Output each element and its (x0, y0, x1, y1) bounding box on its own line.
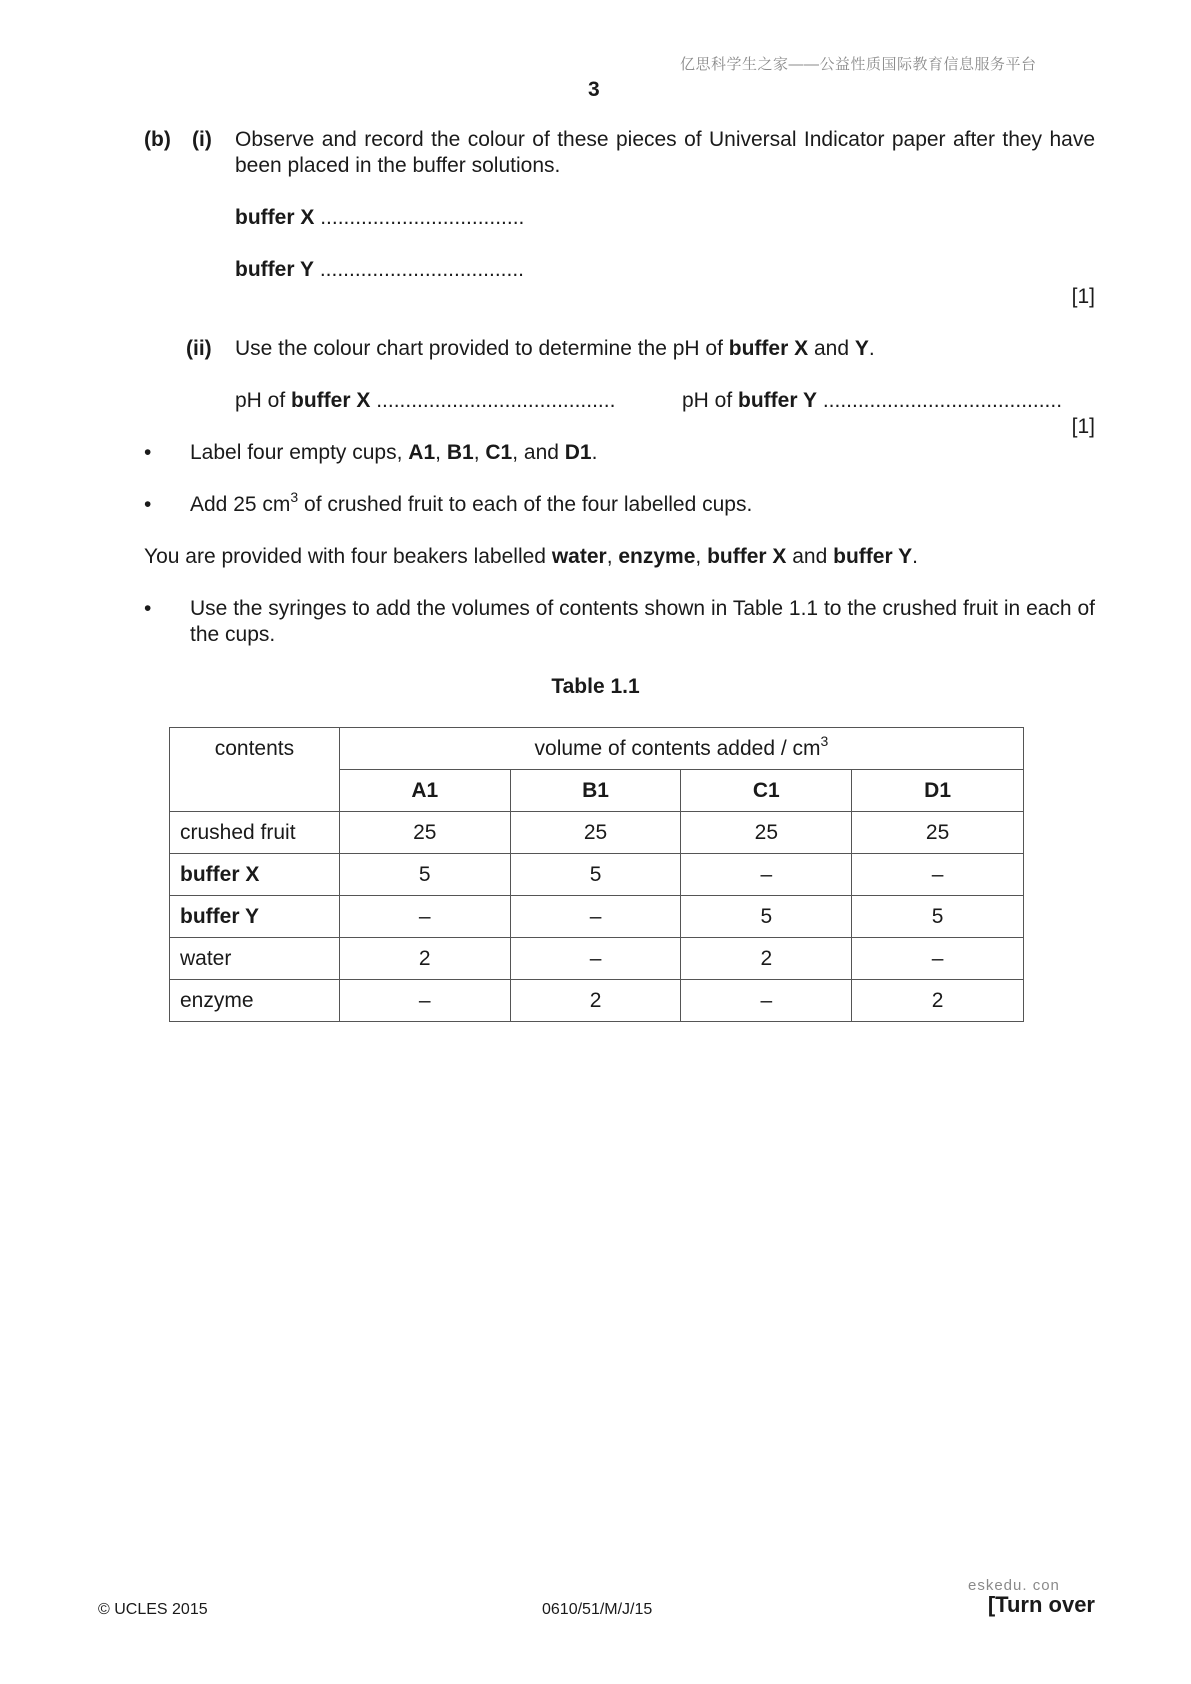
ph-y-line: ......................................... (822, 389, 1063, 412)
end: . (912, 545, 918, 568)
sep: , (435, 441, 447, 464)
part-ii-y: Y (854, 337, 869, 360)
beaker-buffer-x: buffer X (707, 545, 787, 568)
ph-x-line: ......................................... (376, 389, 616, 412)
cup-c1: C1 (485, 441, 513, 464)
table-cell: 25 (510, 812, 681, 854)
part-ii-buffer-x: buffer X (728, 337, 809, 360)
add-fruit-text-after: of crushed fruit to each of the four labelled cups. (298, 493, 753, 516)
cup-d1: D1 (564, 441, 592, 464)
cup-a1: A1 (408, 441, 436, 464)
table-cell: 5 (510, 854, 681, 896)
part-i-label: (i) (192, 128, 212, 151)
page-number: 3 (588, 78, 600, 101)
table-cell: 5 (852, 896, 1024, 938)
row-label: crushed fruit (170, 812, 340, 854)
row-label: buffer Y (170, 896, 340, 938)
beaker-buffer-y: buffer Y (833, 545, 913, 568)
volume-header (339, 728, 1023, 770)
table-cell: 25 (852, 812, 1024, 854)
part-ii-text-before: Use the colour chart provided to determine the pH of (235, 337, 729, 360)
answer-buffer-x[interactable] (235, 205, 524, 231)
table-row (170, 980, 1024, 1022)
part-ii-end: . (868, 337, 875, 360)
table-cell: – (852, 854, 1024, 896)
table-cell: – (681, 854, 852, 896)
table-row (170, 812, 1024, 854)
row-label: water (170, 938, 340, 980)
table-cell: – (681, 980, 852, 1022)
table-cell: 2 (339, 938, 510, 980)
footer-watermark: eskedu. con (968, 1577, 1060, 1594)
column-header-d1: D1 (852, 770, 1024, 812)
unit-superscript: 3 (290, 489, 299, 505)
part-ii-label: (ii) (186, 337, 212, 360)
table-cell: 5 (681, 896, 852, 938)
table-cell: 25 (339, 812, 510, 854)
table-cell: – (852, 938, 1024, 980)
ph-y-label: buffer Y (738, 389, 817, 412)
table-cell: 2 (510, 980, 681, 1022)
part-ii-text (235, 336, 875, 362)
table-row (170, 854, 1024, 896)
ph-x-label: buffer X (291, 389, 371, 412)
sep: , and (512, 441, 565, 464)
cup-b1: B1 (446, 441, 474, 464)
part-ii-and: and (808, 337, 855, 360)
answer-buffer-y[interactable] (235, 257, 524, 283)
beaker-water: water (551, 545, 607, 568)
part-i-marks: [1] (1071, 285, 1095, 308)
table-cell: 2 (852, 980, 1024, 1022)
turn-over-label: [Turn over (987, 1592, 1095, 1617)
bullet-label-cups (190, 440, 1095, 466)
bullet-icon: • (144, 441, 152, 464)
table-row (170, 896, 1024, 938)
footer-code: 0610/51/M/J/15 (542, 1601, 653, 1618)
table-cell: 5 (339, 854, 510, 896)
table-cell: – (510, 896, 681, 938)
table-title: Table 1.1 (551, 675, 640, 698)
label-cups-text: Label four empty cups, (190, 441, 409, 464)
sep: , (606, 545, 619, 568)
bullet-use-syringes: Use the syringes to add the volumes of contents shown in Table 1.1 to the crushed fruit in each of the cups. (190, 597, 1095, 646)
and: and (786, 545, 834, 568)
row-label: enzyme (170, 980, 340, 1022)
footer-copyright: © UCLES 2015 (98, 1601, 208, 1618)
answer-buffer-y-label: buffer Y (235, 258, 314, 281)
ph-x-prefix: pH of (235, 389, 292, 412)
table-cell: – (339, 896, 510, 938)
beakers-text: You are provided with four beakers labelled (144, 545, 552, 568)
beaker-enzyme: enzyme (618, 545, 696, 568)
column-header-b1: B1 (510, 770, 681, 812)
bullet-icon: • (144, 597, 152, 620)
sep: , (473, 441, 486, 464)
part-ii-marks: [1] (1071, 415, 1095, 438)
volume-unit-superscript: 3 (820, 732, 829, 749)
ph-buffer-x-answer[interactable] (235, 388, 615, 414)
ph-y-prefix: pH of (682, 389, 739, 412)
table-row (170, 938, 1024, 980)
answer-buffer-x-line: ................................... (320, 206, 525, 229)
table-cell: 25 (681, 812, 852, 854)
table-cell: 2 (681, 938, 852, 980)
add-fruit-text: Add 25 cm (190, 493, 291, 516)
ph-buffer-y-answer[interactable] (682, 388, 1062, 414)
question-b-label: (b) (144, 128, 171, 151)
contents-table (169, 727, 1024, 1022)
beakers-line (144, 544, 918, 570)
bullet-add-fruit (190, 489, 1095, 518)
contents-header: contents (170, 728, 340, 812)
answer-buffer-y-line: ................................... (319, 258, 525, 281)
sep: , (695, 545, 708, 568)
bullet-icon: • (144, 493, 152, 516)
part-i-text: Observe and record the colour of these pieces of Universal Indicator paper after they have been placed in the buffer solutions. (235, 128, 1095, 177)
table-cell: – (510, 938, 681, 980)
column-header-c1: C1 (681, 770, 852, 812)
answer-buffer-x-label: buffer X (235, 206, 315, 229)
row-label: buffer X (170, 854, 340, 896)
volume-header-text: volume of contents added / cm (534, 736, 821, 760)
table-cell: – (339, 980, 510, 1022)
header-watermark: 亿思科学生之家——公益性质国际教育信息服务平台 (680, 56, 1037, 73)
column-header-a1: A1 (339, 770, 510, 812)
end: . (591, 441, 598, 464)
